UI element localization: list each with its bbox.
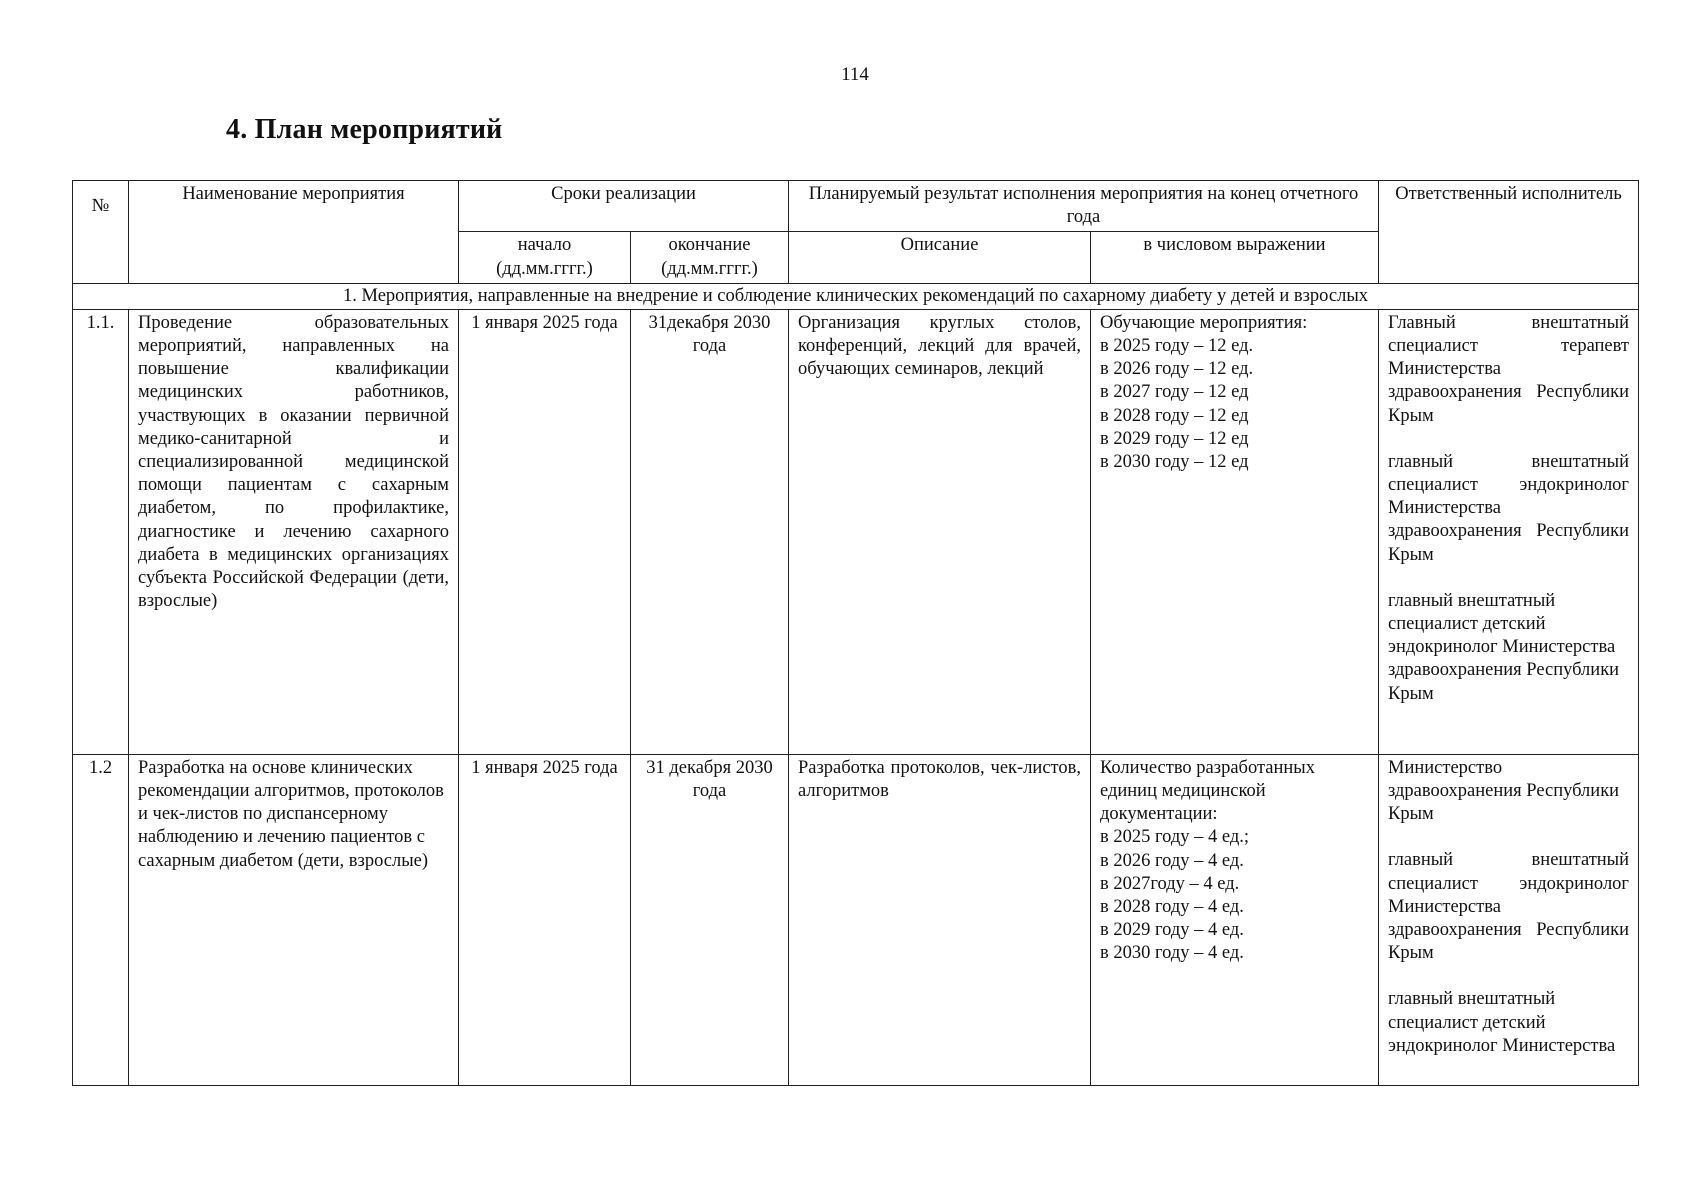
row-description: Организация круглых столов, конференций, лекций для врачей, обучающих семинаров, лекций [789,309,1091,754]
numeric-line: Обучающие мероприятия: [1100,312,1308,333]
numeric-line: в 2027 году – 12 ед [1100,382,1249,403]
row-end: 31декабря 2030 года [631,309,789,754]
numeric-line: в 2028 году – 12 ед [1100,405,1249,426]
header-end: окончание (дд.мм.гггг.) [631,232,789,283]
header-result: Планируемый результат исполнения мероприятия на конец отчетного года [789,181,1379,232]
numeric-line: в 2025 году – 12 ед. [1100,336,1254,357]
numeric-line: в 2028 году – 4 ед. [1100,897,1244,918]
row-description: Разработка протоколов, чек-листов, алгоритмов [789,754,1091,1085]
responsible-entry: главный внештатный специалист эндокринолог Министерства здравоохранения Республики Крым [1388,850,1630,964]
responsible-entry: Главный внештатный специалист терапевт Министерства здравоохранения Республики Крым [1388,312,1630,426]
plan-table [72,180,1639,1086]
row-end: 31 декабря 2030 года [631,754,789,1085]
header-terms: Сроки реализации [459,181,789,232]
row-number: 1.2 [73,754,129,1085]
row-number: 1.1. [73,309,129,754]
numeric-line: в 2025 году – 4 ед.; [1100,827,1250,848]
numeric-line: Количество разработанных единиц медицинской документации: [1100,757,1315,825]
row-name: Проведение образовательных мероприятий, направленных на повышение квалификации медицинских работников, участвующих в оказании первичной медико-санитарной и специализированной медицинской помощи пациентам с сахарным диабетом, по профилактике, диагностике и лечению сахарного диабета в медицинских организациях субъекта Российской Федерации (дети, взрослые) [129,309,459,754]
row-start: 1 января 2025 года [459,754,631,1085]
row-numeric [1091,754,1379,1085]
header-responsible: Ответственный исполнитель [1379,181,1639,284]
row-responsible [1379,754,1639,1085]
section-title: 4. План мероприятий [226,114,503,145]
responsible-entry: главный внештатный специалист детский эндокринолог Министерства здравоохранения Республики Крым [1388,590,1620,704]
table-row [73,309,1639,754]
table-row [73,754,1639,1085]
header-num: № [73,181,129,284]
header-numeric: в числовом выражении [1091,232,1379,283]
row-start: 1 января 2025 года [459,309,631,754]
row-responsible [1379,309,1639,754]
row-numeric [1091,309,1379,754]
responsible-entry: главный внештатный специалист эндокринолог Министерства здравоохранения Республики Крым [1388,451,1630,565]
page-number: 114 [841,64,869,85]
responsible-entry: главный внештатный специалист детский эндокринолог Министерства [1388,989,1616,1056]
numeric-line: в 2026 году – 12 ед. [1100,359,1254,380]
header-start: начало (дд.мм.гггг.) [459,232,631,283]
header-description: Описание [789,232,1091,283]
numeric-line: в 2027году – 4 ед. [1100,873,1240,894]
numeric-line: в 2030 году – 12 ед [1100,452,1249,473]
numeric-line: в 2030 году – 4 ед. [1100,943,1244,964]
numeric-line: в 2026 году – 4 ед. [1100,850,1244,871]
responsible-entry: Министерство здравоохранения Республики Крым [1388,757,1620,825]
section-heading: 1. Мероприятия, направленные на внедрение и соблюдение клинических рекомендаций по сахарному диабету у детей и взрослых [73,283,1639,309]
numeric-line: в 2029 году – 12 ед [1100,428,1249,449]
header-name: Наименование мероприятия [129,181,459,284]
row-name: Разработка на основе клинических рекомендации алгоритмов, протоколов и чек-листов по диспансерному наблюдению и лечению пациентов с сахарным диабетом (дети, взрослые) [129,754,459,1085]
numeric-line: в 2029 году – 4 ед. [1100,920,1244,941]
